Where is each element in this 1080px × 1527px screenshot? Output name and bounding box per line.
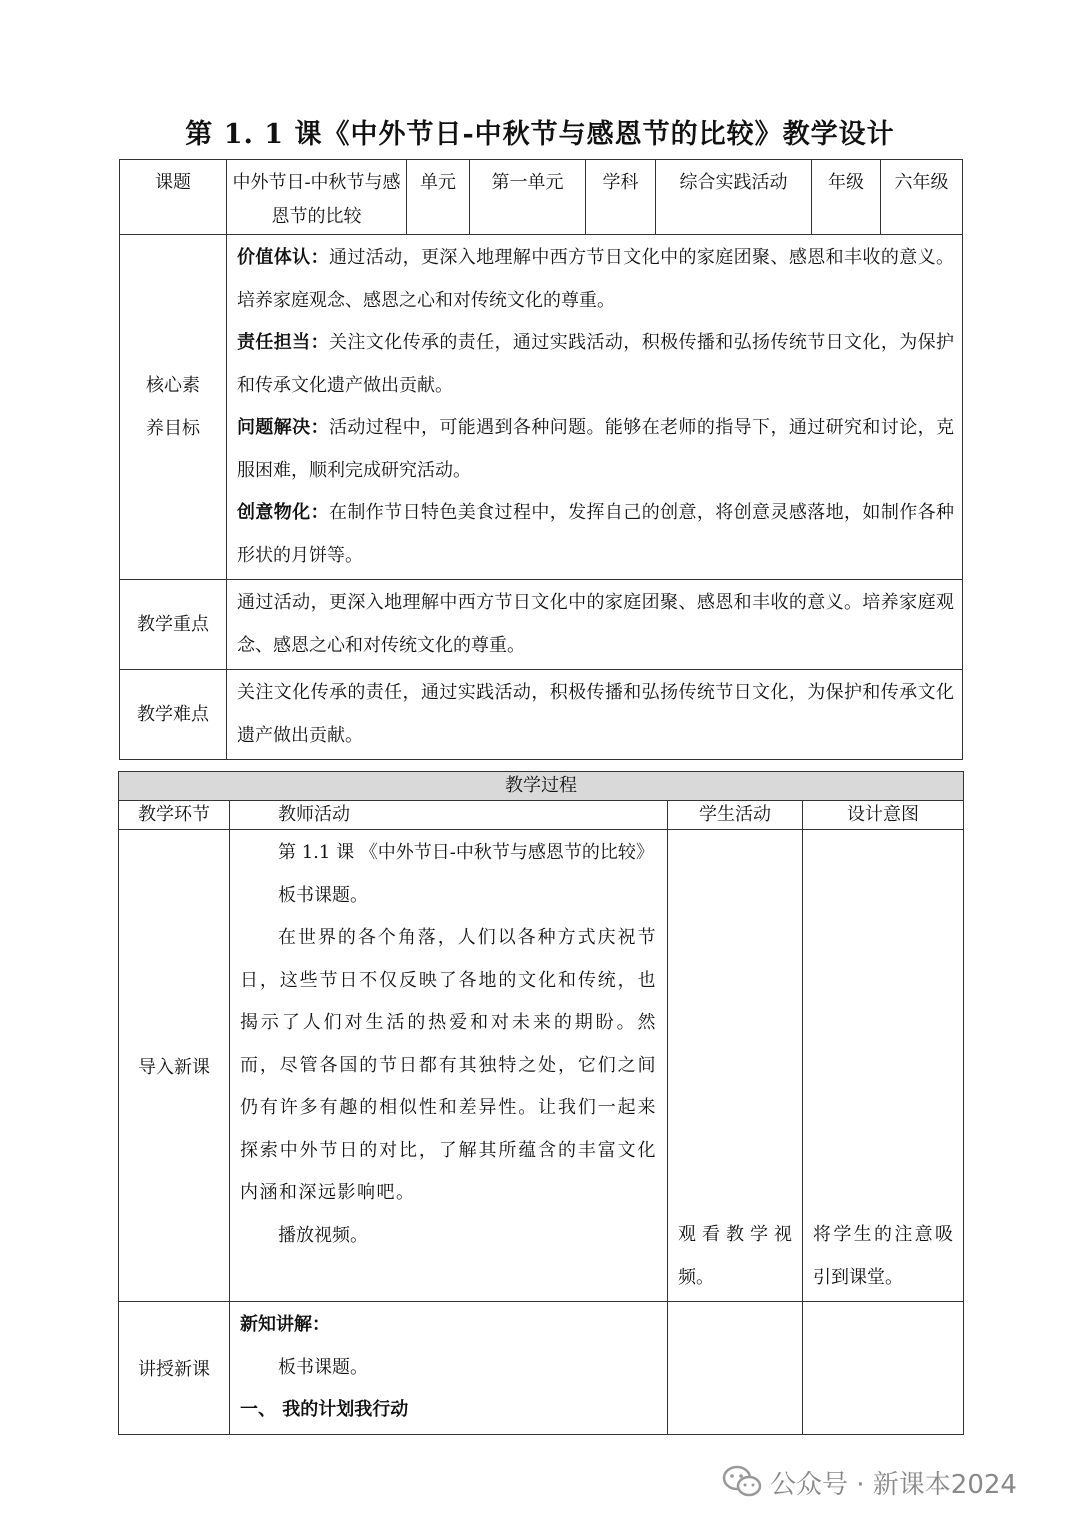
video-line: 播放视频。	[278, 1224, 368, 1246]
watermark-text: 公众号 · 新课本2024	[770, 1469, 1017, 1500]
teacher-activity-teach	[230, 1302, 668, 1435]
board-line-2: 板书课题。	[278, 1356, 368, 1378]
col-student: 学生活动	[668, 801, 803, 830]
intro-story: 在世界的各个角落，人们以各种方式庆祝节日，这些节日不仅反映了各地的文化和传统，也揭示了人们对生活的热爱和对未来的期盼。然而，尽管各国的节日都有其独特之处，它们之间仍有许多有趣的相似性和差异性。让我们一起来探索中外节日的对比，了解其所蕴含的丰富文化内涵和深远影响吧。	[240, 927, 657, 1203]
watermark	[722, 1462, 1017, 1502]
process-heading: 教学过程	[119, 772, 964, 801]
unit-label: 单元	[407, 160, 470, 235]
new-knowledge-heading: 新知讲解：	[240, 1314, 330, 1335]
student-activity-teach	[668, 1302, 803, 1435]
goal-value: 价值体认：通过活动，更深入地理解中西方节日文化中的家庭团聚、感恩和丰收的意义。培养家庭观念、感恩之心和对传统文化的尊重。	[237, 247, 955, 311]
topic-value: 中外节日-中秋节与感恩节的比较	[227, 160, 407, 235]
topic-label: 课题	[120, 160, 227, 235]
design-intent-teach	[803, 1302, 964, 1435]
core-goals-label: 核心素养目标	[120, 235, 227, 580]
col-teacher: 教师活动	[230, 801, 668, 830]
core-goals-content	[227, 235, 963, 580]
key-point-label: 教学重点	[120, 580, 227, 670]
difficulty-label: 教学难点	[120, 670, 227, 760]
wechat-icon	[722, 1464, 762, 1500]
student-activity-intro: 观看教学视频。	[668, 830, 803, 1302]
col-stage: 教学环节	[119, 801, 230, 830]
stage-teach: 讲授新课	[119, 1302, 230, 1435]
subject-value: 综合实践活动	[656, 160, 812, 235]
subject-label: 学科	[586, 160, 656, 235]
teaching-process-table	[118, 771, 964, 1435]
design-intent-intro: 将学生的注意吸引到课堂。	[803, 830, 964, 1302]
page-title: 第 1. 1 课《中外节日-中秋节与感恩节的比较》教学设计	[185, 119, 895, 150]
teacher-activity-intro	[230, 830, 668, 1302]
grade-value: 六年级	[881, 160, 963, 235]
stage-intro: 导入新课	[119, 830, 230, 1302]
col-intent: 设计意图	[803, 801, 964, 830]
goal-responsibility: 责任担当：关注文化传承的责任，通过实践活动，积极传播和弘扬传统节日文化，为保护和传承文化遗产做出贡献。	[237, 332, 955, 396]
goal-creativity: 创意物化：在制作节日特色美食过程中，发挥自己的创意，将创意灵感落地，如制作各种形状的月饼等。	[237, 502, 955, 566]
key-point-content: 通过活动，更深入地理解中西方节日文化中的家庭团聚、感恩和丰收的意义。培养家庭观念、感恩之心和对传统文化的尊重。	[227, 580, 963, 670]
grade-label: 年级	[812, 160, 881, 235]
board-line: 板书课题。	[278, 884, 368, 906]
goal-problem-solving: 问题解决：活动过程中，可能遇到各种问题。能够在老师的指导下，通过研究和讨论，克服困难，顺利完成研究活动。	[237, 417, 955, 481]
section-heading: 一、 我的计划我行动	[240, 1399, 409, 1420]
lesson-title-line: 第 1.1 课 《中外节日-中秋节与感恩节的比较》	[278, 842, 654, 863]
difficulty-content: 关注文化传承的责任，通过实践活动，积极传播和弘扬传统节日文化，为保护和传承文化遗产做出贡献。	[227, 670, 963, 760]
lesson-info-table	[119, 159, 963, 760]
unit-value: 第一单元	[470, 160, 586, 235]
